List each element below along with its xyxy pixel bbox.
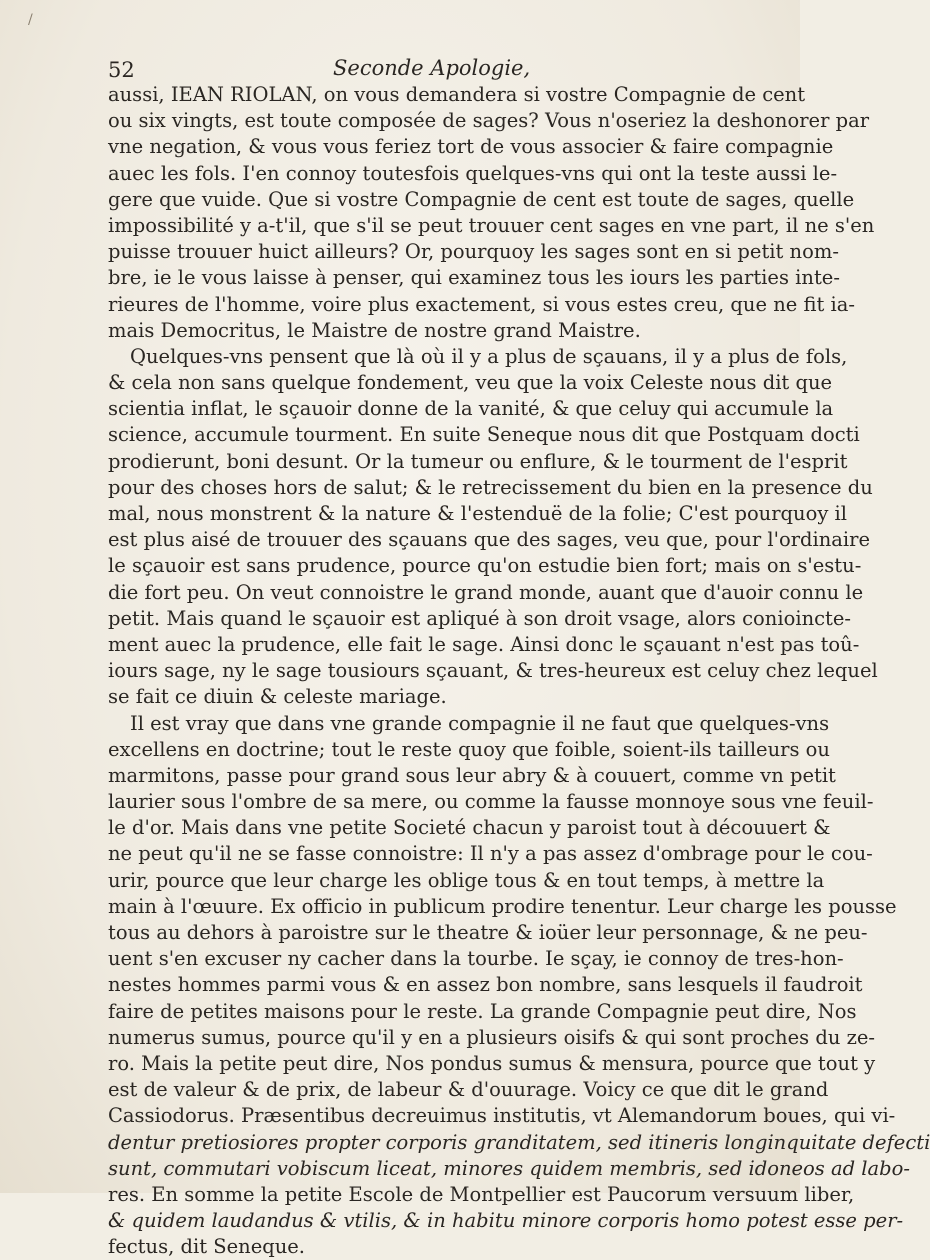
text-line: sunt, commutari vobiscum liceat, minores quidem membris, sed idoneos ad labo-	[108, 1156, 910, 1180]
text-line: ou six vingts, est toute composée de sages? Vous n'oseriez la deshonorer par	[108, 109, 870, 133]
text-line: dentur pretiosiores propter corporis granditatem, sed itineris longinquitate defecti	[108, 1130, 930, 1154]
text-line: Il est vray que dans vne grande compagnie il ne faut que quelques-vns	[130, 711, 830, 735]
text-line: auec les fols. I'en connoy toutesfois quelques-vns qui ont la teste aussi le-	[108, 161, 838, 185]
text-line: bre, ie le vous laisse à penser, qui examinez tous les iours les parties inte-	[108, 266, 840, 290]
text-line: prodierunt, boni desunt. Or la tumeur ou enflure, & le tourment de l'esprit	[108, 449, 848, 473]
text-line: est de valeur & de prix, de labeur & d'ouurage. Voicy ce que dit le grand	[108, 1078, 829, 1102]
text-line: & cela non sans quelque fondement, veu que la voix Celeste nous dit que	[108, 371, 833, 395]
body-text	[108, 82, 930, 1260]
text-line: vne negation, & vous vous feriez tort de vous associer & faire compagnie	[108, 135, 834, 159]
text-line: urir, pource que leur charge les oblige tous & en tout temps, à mettre la	[108, 868, 825, 892]
text-line: excellens en doctrine; tout le reste quoy que foible, soient-ils tailleurs ou	[108, 737, 830, 761]
text-line: uent s'en excuser ny cacher dans la tourbe. Ie sçay, ie connoy de tres-hon-	[108, 947, 844, 971]
text-line: Cassiodorus. Præsentibus decreuimus institutis, vt Alemandorum boues, qui vi-	[108, 1104, 896, 1128]
text-line: numerus sumus, pource qu'il y en a plusieurs oisifs & qui sont proches du ze-	[108, 1025, 876, 1049]
text-line: main à l'œuure. Ex officio in publicum prodire tenentur. Leur charge les pousse	[108, 894, 897, 918]
text-line: mal, nous monstrent & la nature & l'estenduë de la folie; C'est pourquoy il	[108, 502, 848, 525]
text-line: rieures de l'homme, voire plus exactement, si vous estes creu, que ne fit ia-	[108, 292, 855, 316]
text-line: impossibilité y a-t'il, que s'il se peut trouuer cent sages en vne part, il ne s'en	[108, 213, 875, 237]
margin-mark: /	[28, 12, 33, 28]
text-line: gere que vuide. Que si vostre Compagnie de cent est toute de sages, quelle	[108, 187, 855, 211]
text-line: puisse trouuer huict ailleurs? Or, pourquoy les sages sont en si petit nom-	[108, 240, 839, 264]
text-line: nestes hommes parmi vous & en assez bon nombre, sans lesquels il faudroit	[108, 973, 863, 997]
text-line: die fort peu. On veut connoistre le grand monde, auant que d'auoir connu le	[108, 580, 864, 604]
text-line: le d'or. Mais dans vne petite Societé chacun y paroist tout à découuert &	[108, 816, 831, 840]
text-line: mais Democritus, le Maistre de nostre grand Maistre.	[108, 318, 641, 342]
text-line: aussi, IEAN RIOLAN, on vous demandera si vostre Compagnie de cent	[108, 83, 806, 106]
text-line: marmitons, passe pour grand sous leur abry & à couuert, comme vn petit	[108, 763, 836, 787]
text-line: res. En somme la petite Escole de Montpellier est Paucorum versuum liber,	[108, 1182, 855, 1206]
text-line: est plus aisé de trouuer des sçauans que des sages, veu que, pour l'ordinaire	[108, 528, 871, 552]
text-line: le sçauoir est sans prudence, pource qu'on estudie bien fort; mais on s'estu-	[108, 554, 862, 578]
text-line: fectus, dit Seneque.	[108, 1235, 306, 1259]
text-line: petit. Mais quand le sçauoir est apliqué à son droit vsage, alors conioincte-	[108, 606, 852, 630]
text-line: Quelques-vns pensent que là où il y a plus de sçauans, il y a plus de fols,	[130, 344, 848, 368]
text-line: se fait ce diuin & celeste mariage.	[108, 685, 447, 709]
page-number: 52	[108, 58, 135, 82]
text-line: tous au dehors à paroistre sur le theatre & ioüer leur personnage, & ne peu-	[108, 921, 868, 944]
running-title: Seconde Apologie,	[333, 56, 531, 80]
text-line: ro. Mais la petite peut dire, Nos pondus sumus & mensura, pource que tout y	[108, 1051, 876, 1075]
text-line: ment auec la prudence, elle fait le sage. Ainsi donc le sçauant n'est pas toû-	[108, 632, 860, 656]
text-line: pour des choses hors de salut; & le retrecissement du bien en la presence du	[108, 475, 873, 499]
text-line: faire de petites maisons pour le reste. La grande Compagnie peut dire, Nos	[108, 999, 857, 1023]
text-line: iours sage, ny le sage tousiours sçauant, & tres-heureux est celuy chez lequel	[108, 659, 878, 683]
text-line: ne peut qu'il ne se fasse connoistre: Il n'y a pas assez d'ombrage pour le cou-	[108, 842, 873, 866]
text-line: scientia inflat, le sçauoir donne de la vanité, & que celuy qui accumule la	[108, 397, 834, 421]
text-line: science, accumule tourment. En suite Seneque nous dit que Postquam docti	[108, 423, 860, 447]
text-line: & quidem laudandus & vtilis, & in habitu minore corporis homo potest esse per-	[108, 1209, 904, 1233]
text-line: laurier sous l'ombre de sa mere, ou comme la fausse monnoye sous vne feuil-	[108, 790, 874, 814]
